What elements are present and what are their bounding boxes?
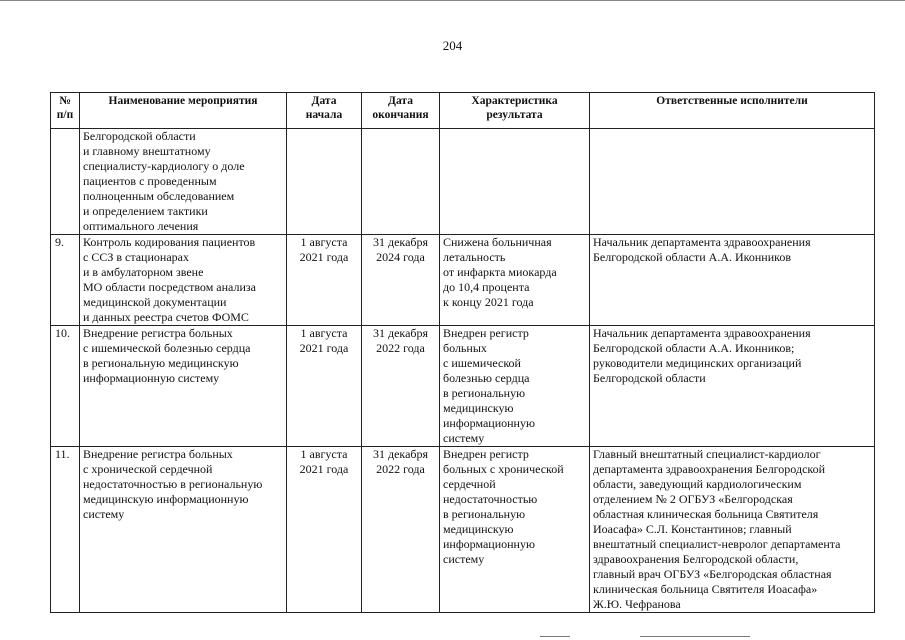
table-row (51, 129, 875, 235)
table-header-row (51, 93, 875, 129)
row-end-date (362, 129, 440, 235)
row-responsible: Главный внештатный специалист-кардиолог департамента здравоохранения Белгородской области, заведующий кардиологическим отделением № 2 ОГБУЗ «Белгородская областная клиническая больница Святителя Иоасафа» С.Л. Константинов; главный внештатный специалист-невролог департамента здравоохранения Белгородской области, главный врач ОГБУЗ «Белгородская областная клиническая больница Святителя Иоасафа» Ж.Ю. Чефранова (590, 447, 875, 613)
row-number: 9. (51, 235, 80, 326)
row-measure-name: Контроль кодирования пациентов с ССЗ в стационарах и в амбулаторном звене МО области посредством анализа медицинской документации и данных реестра счетов ФОМС (80, 235, 287, 326)
top-rule (0, 0, 905, 1)
header-start-date: Дата начала (287, 93, 362, 129)
scan-mark (540, 636, 570, 637)
table-row (51, 326, 875, 447)
row-start-date: 1 августа 2021 года (287, 235, 362, 326)
row-end-date: 31 декабря 2022 года (362, 326, 440, 447)
row-responsible: Начальник департамента здравоохранения Белгородской области А.А. Иконников (590, 235, 875, 326)
row-responsible (590, 129, 875, 235)
row-end-date: 31 декабря 2022 года (362, 447, 440, 613)
header-responsible: Ответственные исполнители (590, 93, 875, 129)
row-end-date: 31 декабря 2024 года (362, 235, 440, 326)
row-start-date: 1 августа 2021 года (287, 326, 362, 447)
row-measure-name: Внедрение регистра больных с ишемической болезнью сердца в региональную медицинскую информационную систему (80, 326, 287, 447)
row-start-date (287, 129, 362, 235)
header-end-date: Дата окончания (362, 93, 440, 129)
row-responsible: Начальник департамента здравоохранения Белгородской области А.А. Иконников; руководители медицинских организаций Белгородской области (590, 326, 875, 447)
row-start-date: 1 августа 2021 года (287, 447, 362, 613)
row-result: Внедрен регистр больных с ишемической болезнью сердца в региональную медицинскую информационную систему (440, 326, 590, 447)
header-measure-name: Наименование мероприятия (80, 93, 287, 129)
row-number: 10. (51, 326, 80, 447)
page-number: 204 (442, 38, 463, 53)
table-row (51, 447, 875, 613)
header-result: Характеристика результата (440, 93, 590, 129)
scan-edge-marks (0, 636, 905, 638)
row-number: 11. (51, 447, 80, 613)
header-number: № п/п (51, 93, 80, 129)
row-result (440, 129, 590, 235)
row-measure-name: Внедрение регистра больных с хронической сердечной недостаточностью в региональную медицинскую информационную систему (80, 447, 287, 613)
row-result: Снижена больничная летальность от инфаркта миокарда до 10,4 процента к концу 2021 года (440, 235, 590, 326)
measures-table (50, 92, 875, 613)
table-row (51, 235, 875, 326)
row-result: Внедрен регистр больных с хронической сердечной недостаточностью в региональную медицинскую информационную систему (440, 447, 590, 613)
row-number (51, 129, 80, 235)
row-measure-name: Белгородской области и главному внештатному специалисту-кардиологу о доле пациентов с проведенным полноценным обследованием и определением тактики оптимального лечения (80, 129, 287, 235)
scan-mark (640, 636, 750, 637)
